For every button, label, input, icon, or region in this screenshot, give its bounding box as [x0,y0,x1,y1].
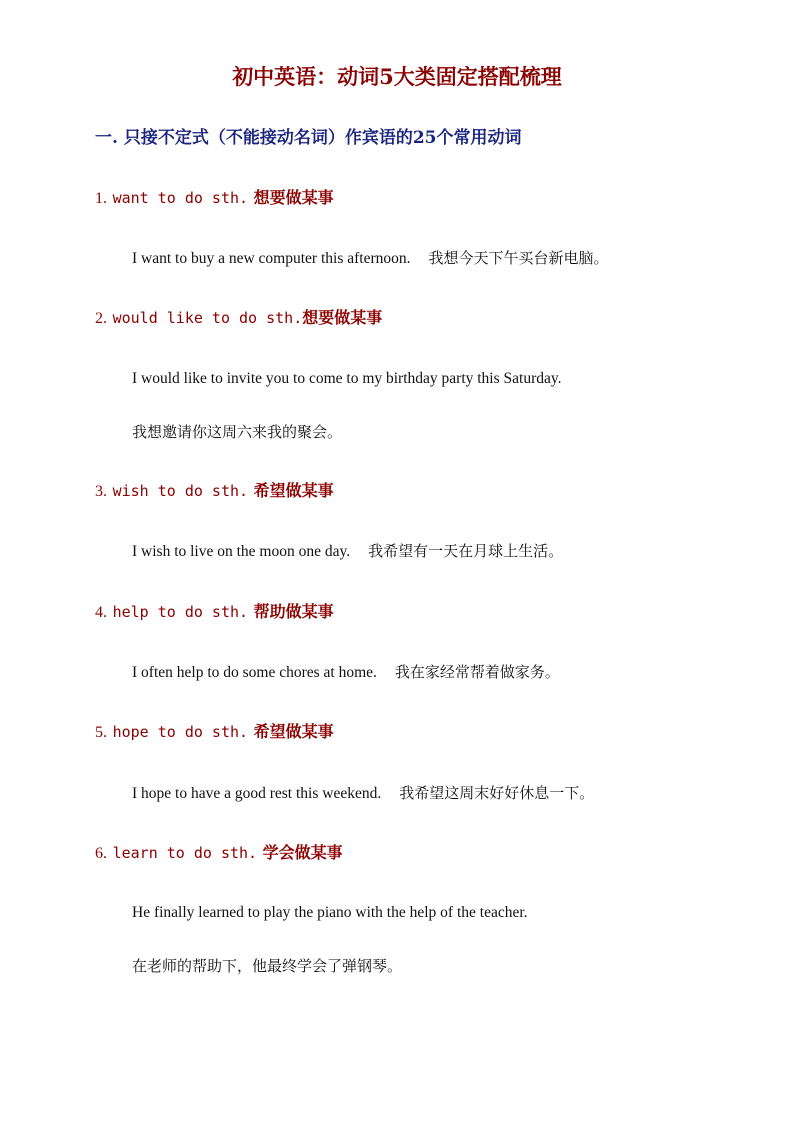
item-number: 3. [95,483,107,500]
item-phrase: learn to do sth. [112,844,258,862]
item-meaning: 帮助做某事 [253,602,334,621]
example-english: I would like to invite you to come to my birthday party this Saturday. [132,370,562,387]
item-phrase: hope to do sth. [112,723,249,741]
item-number: 5. [95,724,107,741]
example-chinese: 我希望这周末好好休息一下。 [399,784,595,802]
example-english: I want to buy a new computer this afternoon. [132,250,411,267]
page-title: 初中英语：动词5大类固定搭配梳理 [232,64,562,89]
example-english: I often help to do some chores at home. [132,664,377,681]
item-example-1 [132,245,609,272]
example-chinese: 我在家经常帮着做家务。 [394,663,560,681]
example-chinese: 我希望有一天在月球上生活。 [368,542,564,560]
item-number: 6. [95,845,107,862]
example-chinese: 我想今天下午买台新电脑。 [428,249,609,267]
item-heading-5 [95,719,334,746]
item-meaning: 希望做某事 [253,481,334,500]
item-phrase: help to do sth. [112,603,249,621]
item-example-4 [132,659,560,686]
example-english: He finally learned to play the piano with the help of the teacher. [132,904,528,921]
item-example-2 [132,366,561,392]
example-english: I wish to live on the moon one day. [132,543,351,560]
item-example-5 [132,780,594,807]
item-phrase: want to do sth. [112,189,249,207]
item-example-2-chinese: 我想邀请你这周六来我的聚会。 [132,423,343,441]
item-meaning: 希望做某事 [253,722,334,741]
item-heading-4 [95,599,334,626]
section-heading: 一. 只接不定式（不能接动名词）作宾语的25个常用动词 [95,128,522,148]
item-heading-1 [95,185,334,212]
item-meaning: 想要做某事 [253,188,334,207]
item-example-6 [132,900,528,926]
item-heading-3 [95,478,334,505]
example-english: I hope to have a good rest this weekend. [132,785,382,802]
item-number: 2. [95,310,107,327]
item-phrase: would like to do sth. [112,309,303,327]
item-example-3 [132,538,563,565]
item-phrase: wish to do sth. [112,482,249,500]
item-meaning: 学会做某事 [262,843,343,862]
item-number: 1. [95,190,107,207]
item-number: 4. [95,604,107,621]
item-example-6-chinese: 在老师的帮助下，他最终学会了弹钢琴。 [132,957,403,975]
item-meaning: 想要做某事 [302,308,383,327]
item-heading-2 [95,305,382,332]
item-heading-6 [95,840,343,867]
